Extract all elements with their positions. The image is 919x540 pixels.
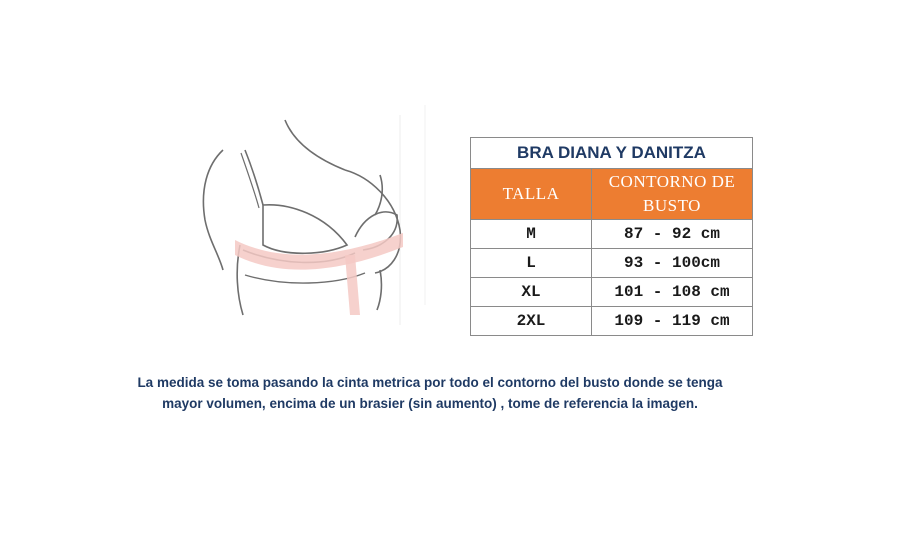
size-cell: 2XL [471, 307, 592, 336]
table-row [471, 249, 753, 278]
size-cell: L [471, 249, 592, 278]
size-cell: M [471, 220, 592, 249]
table-row [471, 220, 753, 249]
table-row [471, 307, 753, 336]
range-cell: 87 - 92 cm [592, 220, 753, 249]
size-cell: XL [471, 278, 592, 307]
size-table [470, 137, 753, 336]
header-bust: CONTORNO DE BUSTO [592, 169, 753, 220]
measuring-tape-end [345, 255, 360, 315]
measuring-tape [235, 233, 403, 270]
note-line-2: mayor volumen, encima de un brasier (sin aumento) , tome de referencia la imagen. [162, 396, 698, 411]
range-cell: 93 - 100cm [592, 249, 753, 278]
header-size: TALLA [471, 169, 592, 220]
range-cell: 101 - 108 cm [592, 278, 753, 307]
bra-measurement-illustration [185, 105, 435, 335]
note-line-1: La medida se toma pasando la cinta metrica por todo el contorno del busto donde se tenga [137, 375, 723, 390]
measurement-note [60, 372, 800, 414]
table-row [471, 278, 753, 307]
table-title: BRA DIANA Y DANITZA [471, 138, 753, 169]
range-cell: 109 - 119 cm [592, 307, 753, 336]
